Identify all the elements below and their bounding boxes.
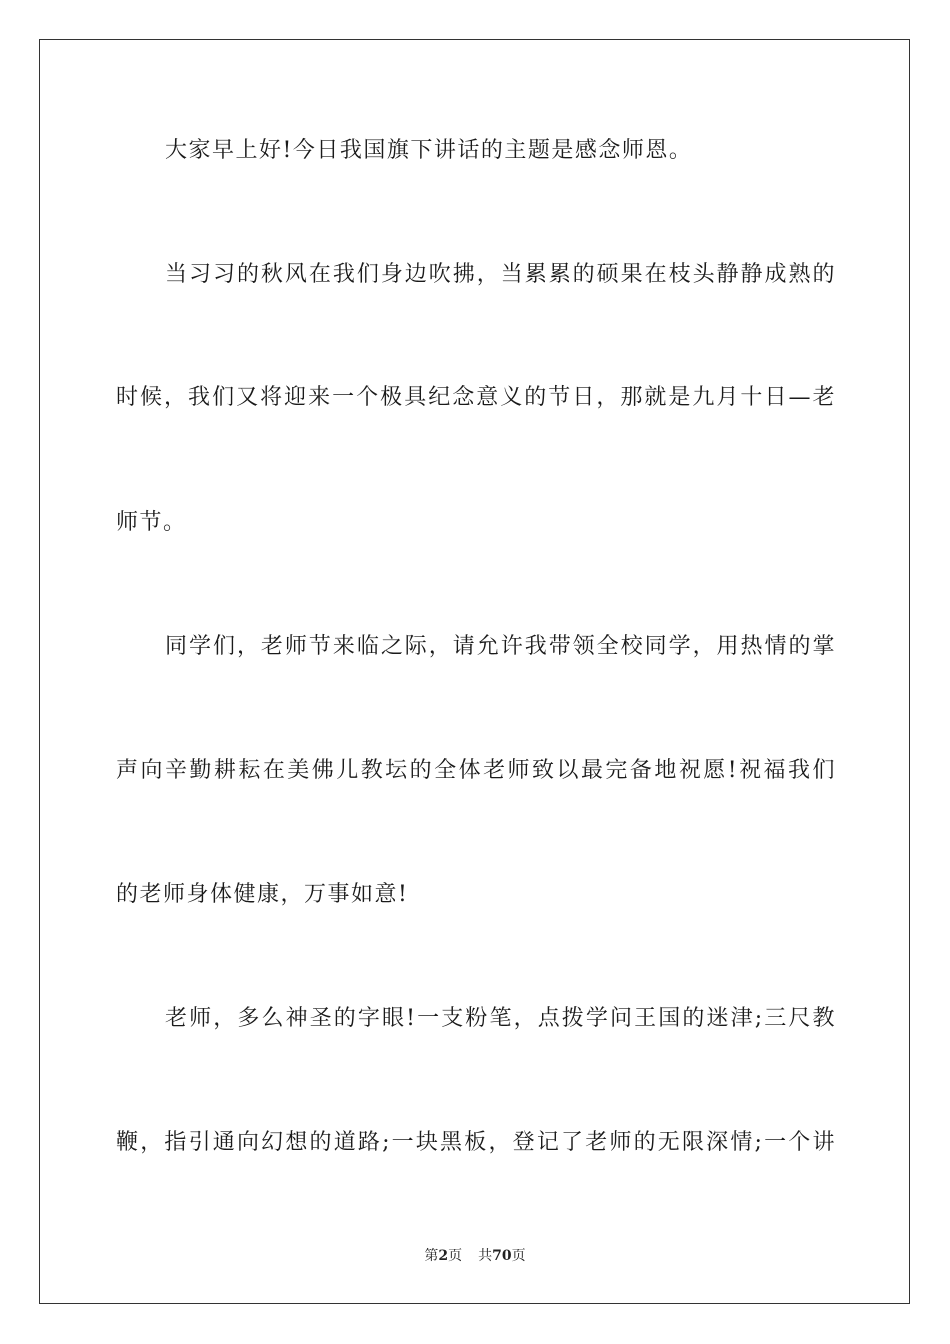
text-line-5: 同学们，老师节来临之际，请允许我带领全校同学，用热情的掌: [165, 634, 836, 659]
footer-total-pages: 70: [492, 1248, 512, 1264]
footer-page-number: 2: [438, 1248, 449, 1264]
text-line-9: 鞭，指引通向幻想的道路;一块黑板，登记了老师的无限深情;一个讲: [116, 1130, 836, 1155]
footer-total-prefix: 共: [478, 1248, 493, 1264]
text-line-8: 老师，多么神圣的字眼!一支粉笔，点拨学问王国的迷津;三尺教: [165, 1006, 836, 1031]
text-line-7: 的老师身体健康，万事如意!: [116, 882, 409, 907]
footer-total-suffix: 页: [511, 1248, 526, 1264]
text-line-3: 时候，我们又将迎来一个极具纪念意义的节日，那就是九月十日—老: [116, 385, 836, 410]
text-line-4: 师节。: [116, 510, 187, 535]
text-line-1: 大家早上好!今日我国旗下讲话的主题是感念师恩。: [165, 138, 693, 163]
page-frame: [39, 39, 910, 1304]
footer-page-prefix: 第: [424, 1248, 439, 1264]
page-footer: [0, 1247, 950, 1265]
text-line-6: 声向辛勤耕耘在美佛儿教坛的全体老师致以最完备地祝愿!祝福我们: [116, 758, 836, 783]
text-line-2: 当习习的秋风在我们身边吹拂，当累累的硕果在枝头静静成熟的: [165, 262, 836, 287]
footer-page-suffix: 页: [448, 1248, 463, 1264]
